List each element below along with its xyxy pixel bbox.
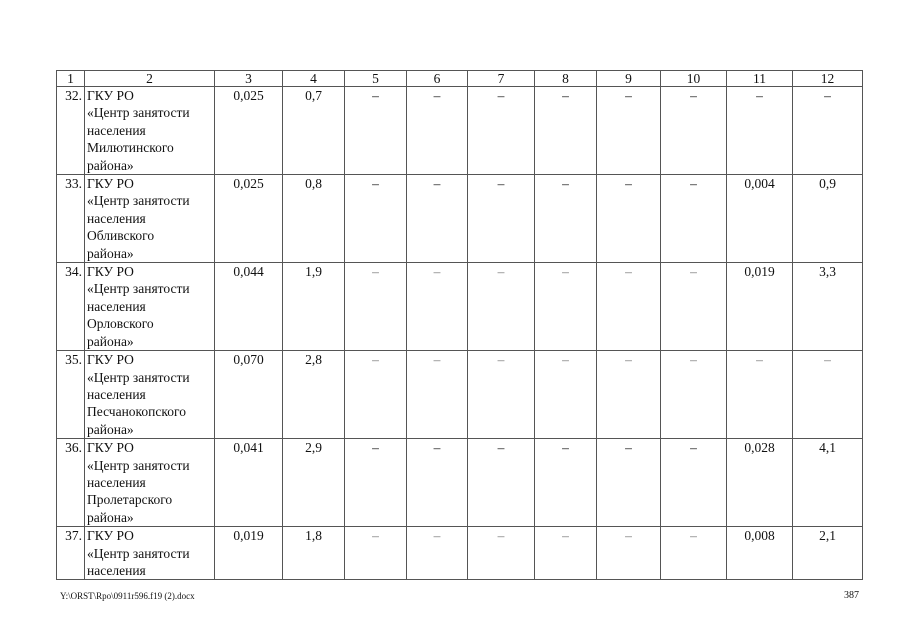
cell-col4: 2,9: [283, 439, 345, 527]
cell-col12: 4,1: [793, 439, 863, 527]
cell-col5: –: [345, 175, 407, 263]
column-header: 4: [283, 71, 345, 87]
cell-col9: –: [597, 175, 661, 263]
cell-col8: –: [535, 87, 597, 175]
column-header: 1: [57, 71, 85, 87]
cell-col3: 0,019: [215, 527, 283, 580]
cell-col7: –: [468, 351, 535, 439]
cell-col11: –: [727, 87, 793, 175]
document-path: Y:\ORST\Rpo\0911r596.f19 (2).docx: [60, 591, 195, 601]
column-header: 8: [535, 71, 597, 87]
table-row: [57, 87, 863, 175]
cell-col8: –: [535, 351, 597, 439]
row-number: 35.: [57, 351, 85, 439]
cell-col6: –: [407, 351, 468, 439]
row-number: 36.: [57, 439, 85, 527]
cell-col4: 2,8: [283, 351, 345, 439]
column-header: 6: [407, 71, 468, 87]
cell-col5: –: [345, 439, 407, 527]
cell-col11: 0,004: [727, 175, 793, 263]
cell-col4: 1,8: [283, 527, 345, 580]
cell-col11: –: [727, 351, 793, 439]
column-header: 10: [661, 71, 727, 87]
column-header: 2: [85, 71, 215, 87]
cell-col9: –: [597, 527, 661, 580]
cell-col6: –: [407, 87, 468, 175]
row-number: 33.: [57, 175, 85, 263]
cell-col7: –: [468, 527, 535, 580]
cell-col8: –: [535, 175, 597, 263]
cell-col5: –: [345, 527, 407, 580]
cell-col12: –: [793, 351, 863, 439]
cell-col3: 0,025: [215, 87, 283, 175]
column-header: 3: [215, 71, 283, 87]
cell-col5: –: [345, 351, 407, 439]
cell-col10: –: [661, 263, 727, 351]
cell-col11: 0,019: [727, 263, 793, 351]
cell-col3: 0,070: [215, 351, 283, 439]
table-header-row: [57, 71, 863, 87]
cell-col9: –: [597, 439, 661, 527]
cell-col7: –: [468, 263, 535, 351]
cell-col7: –: [468, 175, 535, 263]
table-row: [57, 439, 863, 527]
cell-col12: 3,3: [793, 263, 863, 351]
cell-col11: 0,028: [727, 439, 793, 527]
cell-col5: –: [345, 87, 407, 175]
cell-col10: –: [661, 527, 727, 580]
cell-col6: –: [407, 175, 468, 263]
cell-col6: –: [407, 439, 468, 527]
organization-name: ГКУ РО «Центр занятости населения Пролетарского района»: [85, 439, 215, 527]
cell-col12: 2,1: [793, 527, 863, 580]
cell-col11: 0,008: [727, 527, 793, 580]
organization-name: ГКУ РО «Центр занятости населения Песчанокопского района»: [85, 351, 215, 439]
column-header: 11: [727, 71, 793, 87]
organization-name: ГКУ РО «Центр занятости населения Милютинского района»: [85, 87, 215, 175]
page-number: 387: [844, 590, 859, 601]
table-row: [57, 263, 863, 351]
column-header: 12: [793, 71, 863, 87]
cell-col7: –: [468, 439, 535, 527]
organization-name: ГКУ РО «Центр занятости населения Обливского района»: [85, 175, 215, 263]
table-row: [57, 175, 863, 263]
column-header: 7: [468, 71, 535, 87]
cell-col4: 1,9: [283, 263, 345, 351]
cell-col3: 0,044: [215, 263, 283, 351]
cell-col9: –: [597, 263, 661, 351]
cell-col4: 0,8: [283, 175, 345, 263]
cell-col6: –: [407, 527, 468, 580]
cell-col10: –: [661, 175, 727, 263]
table-row: [57, 527, 863, 580]
cell-col8: –: [535, 263, 597, 351]
row-number: 32.: [57, 87, 85, 175]
cell-col5: –: [345, 263, 407, 351]
cell-col12: –: [793, 87, 863, 175]
cell-col4: 0,7: [283, 87, 345, 175]
column-header: 9: [597, 71, 661, 87]
organization-name: ГКУ РО «Центр занятости населения: [85, 527, 215, 580]
cell-col10: –: [661, 351, 727, 439]
cell-col10: –: [661, 87, 727, 175]
cell-col3: 0,025: [215, 175, 283, 263]
data-table: [56, 70, 863, 580]
cell-col8: –: [535, 527, 597, 580]
row-number: 37.: [57, 527, 85, 580]
cell-col8: –: [535, 439, 597, 527]
cell-col7: –: [468, 87, 535, 175]
cell-col6: –: [407, 263, 468, 351]
cell-col9: –: [597, 87, 661, 175]
table-row: [57, 351, 863, 439]
cell-col3: 0,041: [215, 439, 283, 527]
organization-name: ГКУ РО «Центр занятости населения Орловского района»: [85, 263, 215, 351]
column-header: 5: [345, 71, 407, 87]
cell-col10: –: [661, 439, 727, 527]
cell-col9: –: [597, 351, 661, 439]
cell-col12: 0,9: [793, 175, 863, 263]
row-number: 34.: [57, 263, 85, 351]
